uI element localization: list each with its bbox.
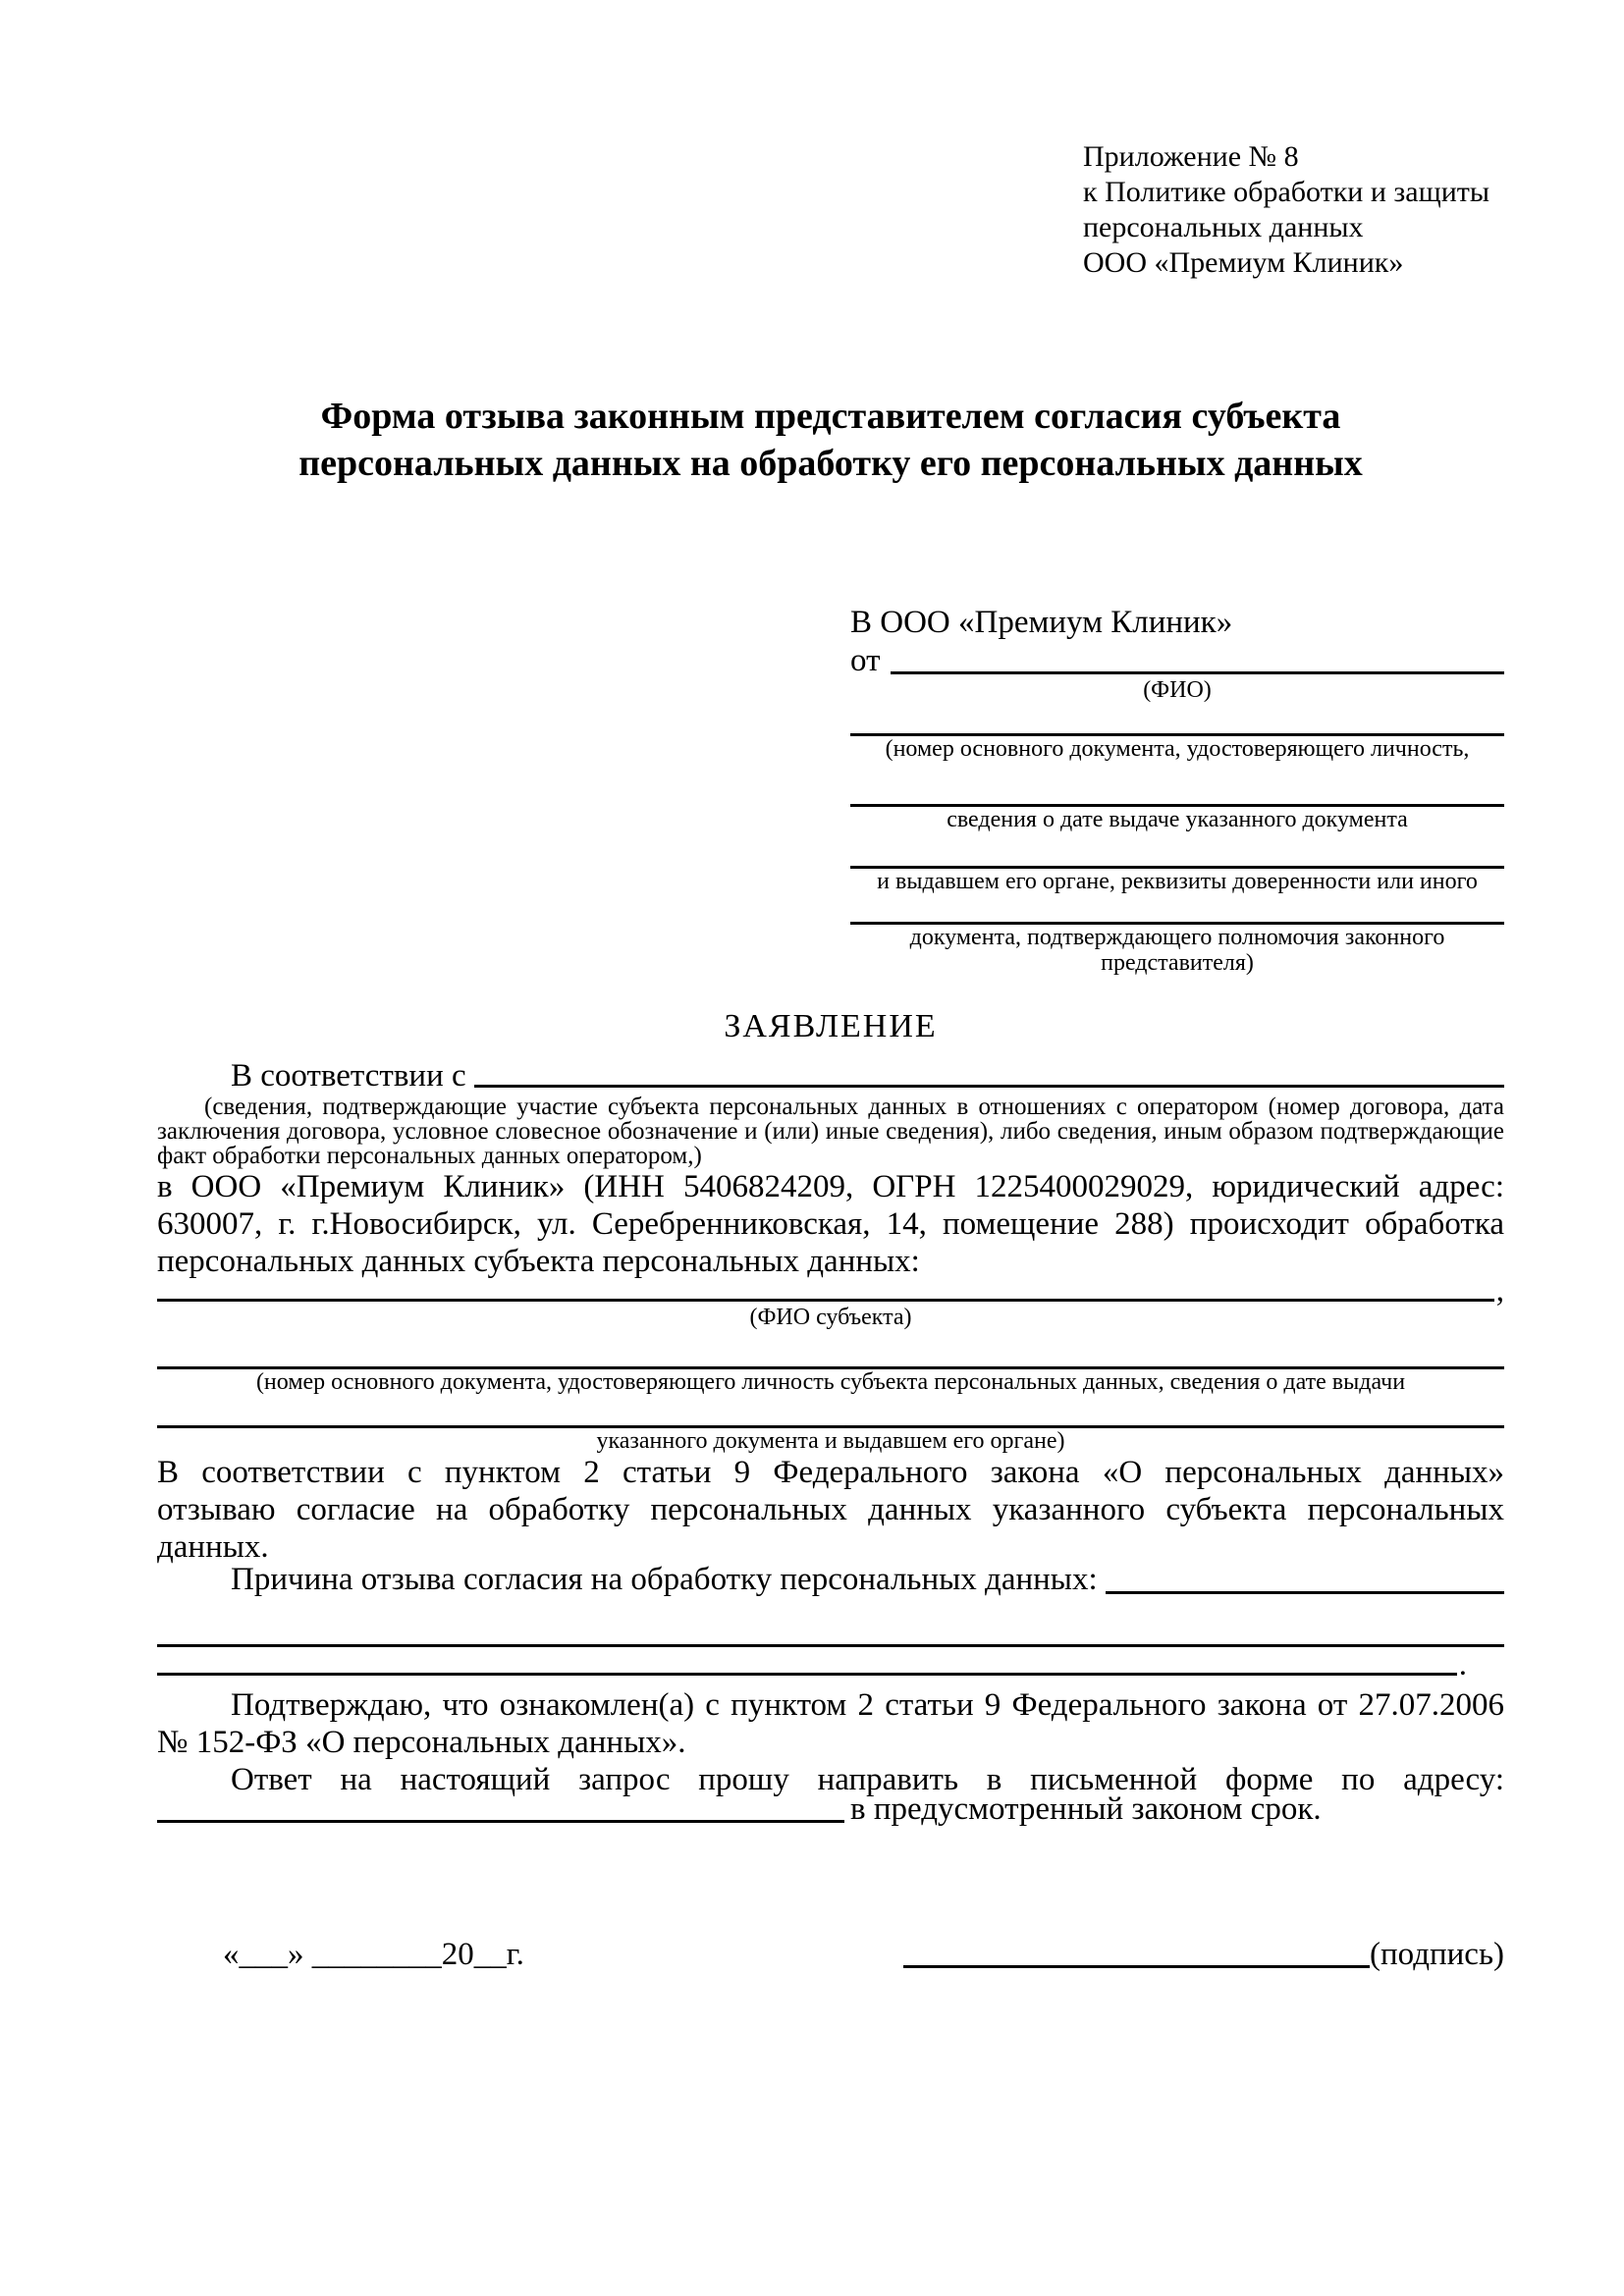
appendix-line-3: персональных данных bbox=[1083, 211, 1364, 243]
reason-label: Причина отзыва согласия на обработку персональных данных: bbox=[231, 1562, 1098, 1597]
period-mark: . bbox=[1458, 1647, 1467, 1682]
addressee-organization: В ООО «Премиум Клиник» bbox=[850, 605, 1233, 640]
fio-caption: (ФИО) bbox=[1143, 677, 1212, 703]
form-title-line-1: Форма отзыва законным представителем согласия субъекта bbox=[320, 396, 1341, 437]
doc-caption-4: документа, подтверждающего полномочия законного представителя) bbox=[909, 925, 1445, 976]
appendix-note bbox=[1083, 139, 1489, 281]
reason-input-line[interactable] bbox=[1106, 1591, 1504, 1594]
operator-paragraph: в ООО «Премиум Клиник» (ИНН 5406824209, ОГРН 1225400029029, юридический адрес: 630007, г. г.Новосибирск, ул. Серебренниковская, 14, помещение 288) происходит обработка персональных данных субъекта персональных данных: bbox=[157, 1169, 1504, 1279]
doc-caption-3: и выдавшем его органе, реквизиты доверенности или иного bbox=[877, 869, 1478, 894]
basis-fine-print: (сведения, подтверждающие участие субъекта персональных данных в отношениях с оператором (номер договора, дата заключения договора, условное словесное обозначение и (или) иные сведения), либо сведения, иным образом подтверждающие факт обработки персональных данных оператором,) bbox=[157, 1094, 1504, 1169]
subject-fio-input-line[interactable] bbox=[157, 1299, 1494, 1302]
form-title-line-2: персональных данных на обработку его персональных данных bbox=[298, 443, 1363, 484]
reply-address-row bbox=[157, 1791, 1504, 1827]
reason-continuation-line-2[interactable] bbox=[157, 1673, 1457, 1676]
signature-input-line[interactable] bbox=[903, 1965, 1370, 1968]
appendix-line-2: к Политике обработки и защиты bbox=[1083, 176, 1490, 208]
doc-issuer-input-line[interactable] bbox=[850, 832, 1504, 869]
from-label: от bbox=[850, 643, 881, 678]
from-row bbox=[850, 644, 1504, 677]
signature-caption: (подпись) bbox=[1370, 1937, 1504, 1972]
authority-doc-input-line[interactable] bbox=[850, 894, 1504, 925]
form-title bbox=[157, 393, 1504, 487]
doc-issue-date-input-line[interactable] bbox=[850, 762, 1504, 807]
subject-fio-row bbox=[157, 1273, 1504, 1308]
subject-doc-caption-1: (номер основного документа, удостоверяющего личность субъекта персональных данных, сведения о дате выдачи bbox=[255, 1369, 1406, 1395]
withdraw-paragraph: В соответствии с пунктом 2 статьи 9 Федерального закона «О персональных данных» отзываю согласие на обработку персональных данных указанного субъекта персональных данных. bbox=[157, 1455, 1504, 1565]
appendix-line-1: Приложение № 8 bbox=[1083, 140, 1299, 173]
statement-heading: ЗАЯВЛЕНИЕ bbox=[724, 1008, 938, 1044]
addressee-block bbox=[850, 601, 1504, 976]
reply-tail-text: в предусмотренный законом срок. bbox=[850, 1791, 1322, 1827]
appendix-line-4: ООО «Премиум Клиник» bbox=[1083, 246, 1404, 279]
reason-row bbox=[157, 1562, 1504, 1597]
reason-continuation-row bbox=[157, 1647, 1504, 1682]
confirm-paragraph: Подтверждаю, что ознакомлен(а) с пунктом 2 статьи 9 Федерального закона от 27.07.2006 № 152-ФЗ «О персональных данных». bbox=[157, 1687, 1504, 1760]
reply-lead-paragraph: Ответ на настоящий запрос прошу направить в письменной форме по адресу: bbox=[231, 1762, 1504, 1797]
date-blank[interactable]: «___» ________20__г. bbox=[223, 1937, 524, 1972]
doc-caption-1: (номер основного документа, удостоверяющего личность, bbox=[885, 736, 1470, 762]
statement-body bbox=[157, 1058, 1504, 1827]
representative-doc-number-input-line[interactable] bbox=[850, 703, 1504, 736]
subject-doc-caption-2: указанного документа и выдавшем его органе) bbox=[596, 1428, 1065, 1454]
basis-row bbox=[157, 1058, 1504, 1094]
reason-continuation-line-1[interactable] bbox=[157, 1597, 1504, 1647]
signature-group bbox=[903, 1936, 1504, 1973]
reply-address-input-line[interactable] bbox=[157, 1820, 844, 1823]
basis-label: В соответствии с bbox=[231, 1058, 466, 1094]
doc-caption-2: сведения о дате выдаче указанного документа bbox=[947, 807, 1408, 832]
subject-fio-caption: (ФИО субъекта) bbox=[749, 1305, 912, 1330]
representative-fio-input-line[interactable] bbox=[891, 671, 1505, 674]
subject-doc-input-line[interactable] bbox=[157, 1330, 1504, 1369]
subject-doc-issuer-input-line[interactable] bbox=[157, 1395, 1504, 1428]
footer-row bbox=[157, 1936, 1504, 1973]
comma-mark: , bbox=[1495, 1273, 1504, 1308]
basis-input-line[interactable] bbox=[474, 1085, 1504, 1088]
